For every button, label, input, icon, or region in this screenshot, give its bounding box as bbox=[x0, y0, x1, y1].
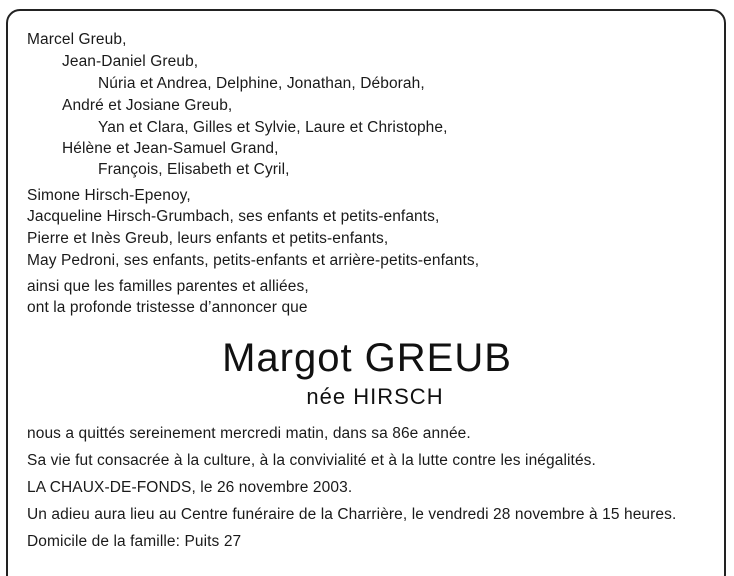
announcement-line: ainsi que les familles parentes et alliées, bbox=[27, 278, 309, 295]
detail-line: Un adieu aura lieu au Centre funéraire de la Charrière, le vendredi 28 novembre à 15 heures. bbox=[27, 506, 677, 523]
deceased-name: Margot GREUB bbox=[222, 336, 512, 380]
detail-line: LA CHAUX-DE-FONDS, le 26 novembre 2003. bbox=[27, 479, 353, 496]
relatives-line: Jacqueline Hirsch-Grumbach, ses enfants et petits-enfants, bbox=[27, 208, 440, 225]
relatives-line: May Pedroni, ses enfants, petits-enfants et arrière-petits-enfants, bbox=[27, 252, 480, 269]
detail-line: Domicile de la famille: Puits 27 bbox=[27, 533, 242, 550]
family-line: André et Josiane Greub, bbox=[62, 97, 233, 114]
family-line: Hélène et Jean-Samuel Grand, bbox=[62, 140, 279, 157]
family-line: François, Elisabeth et Cyril, bbox=[98, 161, 290, 178]
family-line: Jean-Daniel Greub, bbox=[62, 53, 199, 70]
family-line: Marcel Greub, bbox=[27, 31, 127, 48]
relatives-line: Pierre et Inès Greub, leurs enfants et petits-enfants, bbox=[27, 230, 389, 247]
deceased-maiden-name: née HIRSCH bbox=[306, 384, 444, 409]
family-line: Núria et Andrea, Delphine, Jonathan, Déborah, bbox=[98, 75, 425, 92]
family-line: Yan et Clara, Gilles et Sylvie, Laure et Christophe, bbox=[98, 119, 448, 136]
detail-line: nous a quittés sereinement mercredi matin, dans sa 86e année. bbox=[27, 425, 471, 442]
detail-line: Sa vie fut consacrée à la culture, à la convivialité et à la lutte contre les inégalités. bbox=[27, 452, 596, 469]
announcement-line: ont la profonde tristesse d’annoncer que bbox=[27, 299, 308, 316]
relatives-line: Simone Hirsch-Epenoy, bbox=[27, 187, 191, 204]
